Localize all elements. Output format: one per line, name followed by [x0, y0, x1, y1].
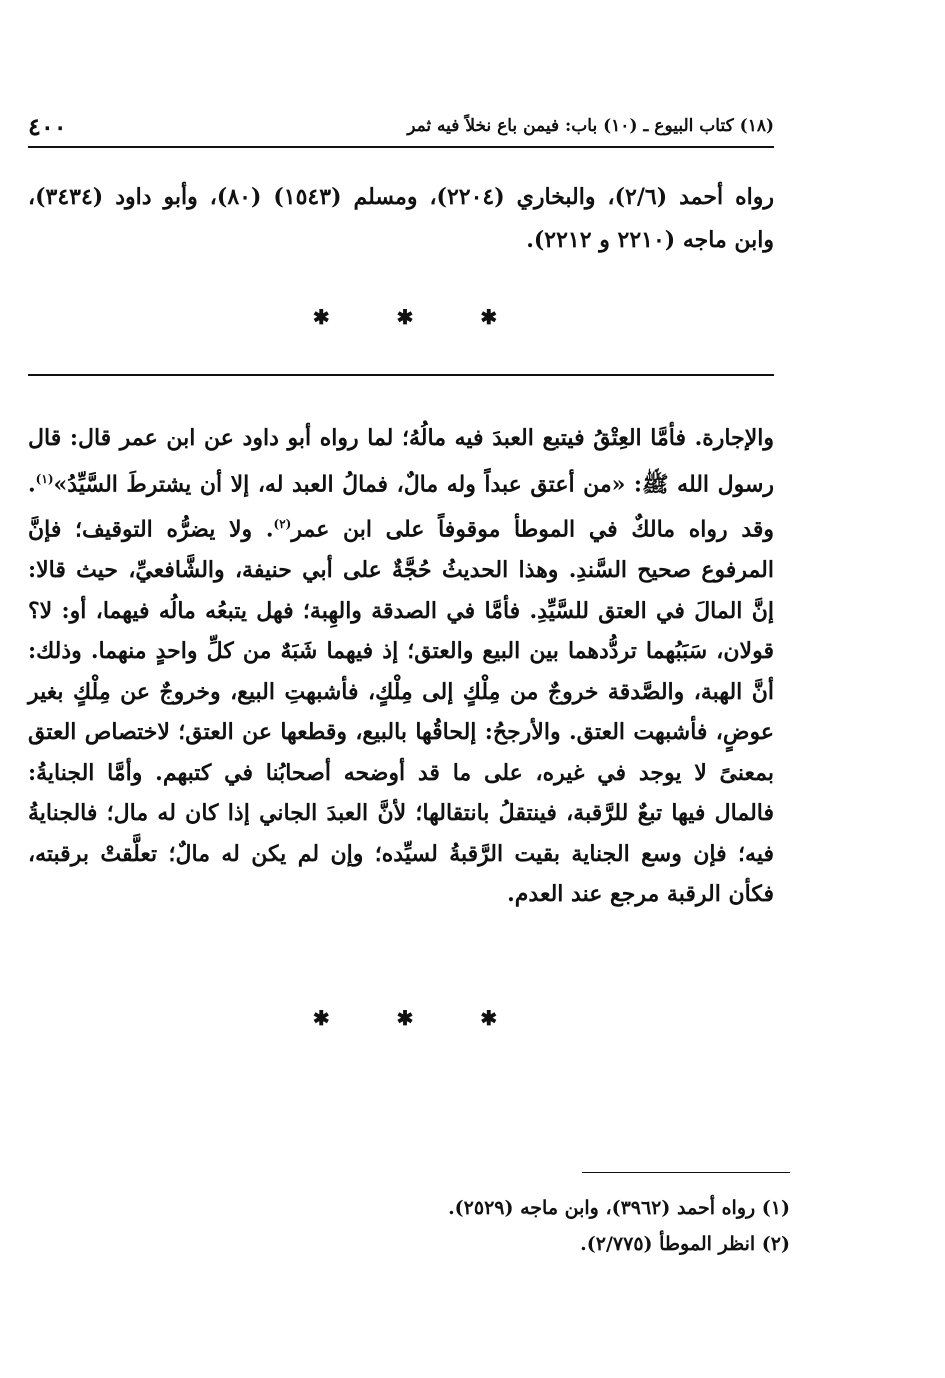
- separator-star: ✱: [480, 305, 498, 329]
- section-separator-top: [0, 305, 810, 329]
- separator-star: ✱: [396, 305, 414, 329]
- footnote-1: (١) رواه أحمد (٣٩٦٢)، وابن ماجه (٢٥٢٩).: [448, 1197, 790, 1219]
- footnote-2: (٢) انظر الموطأ (٢/٧٧٥).: [580, 1233, 790, 1255]
- commentary-paragraph: [28, 418, 774, 915]
- separator-star: ✱: [312, 1006, 330, 1030]
- running-title: (١٨) كتاب البيوع ـ (١٠) باب: فيمن باع نخلاً فيه ثمر: [407, 116, 774, 136]
- footnote-ref-1: (١): [35, 471, 54, 486]
- commentary-text-2: . وقد رواه مالكٌ في الموطأ موقوفاً على ابن عمر: [28, 470, 775, 543]
- footnote-ref-2: (٢): [273, 517, 292, 532]
- footnote-divider: [582, 1172, 790, 1173]
- footnotes: [448, 1190, 790, 1262]
- separator-star: ✱: [312, 305, 330, 329]
- page-number: ٤٠٠: [28, 112, 67, 141]
- commentary-text-3: . ولا يضرُّه التوقيف؛ فإنَّ المرفوع صحيح السَّندِ. وهذا الحديثُ حُجَّةٌ على أبي حنيفة، والشَّافعيِّ، حيث قالا: إنَّ المالَ في العتق للسَّيِّدِ. فأمَّا في الصدقة والهِبة؛ فهل يتبعُه مالُه فيهما، أو: لا؟ قولان، سَبَبُهما تردُّدهما بين البيع والعتق؛ إذ فيهما شَبَهٌ من كلِّ واحدٍ منهما. وذلك: أنَّ الهبة، والصَّدقة خروجٌ من مِلْكٍ إلى مِلْكٍ، فأشبهتِ البيع، وخروجٌ عن مِلْكٍ بغير عوضٍ، فأشبهت العتق. والأرجحُ: إلحاقُها بالبيع، وقطعها عن العتق؛ لاختصاص العتق بمعنىً لا يوجد في غيره، على ما قد أوضحه أصحابُنا في كتبهم. وأمَّا الجنايةُ: فالمال فيها تبعٌ للرَّقبة، فينتقلُ بانتقالها؛ لأنَّ العبدَ الجاني إذا كان له مال؛ فالجنايةُ فيه؛ فإن وسع الجناية بقيت الرَّقبةُ لسيِّده؛ وإن لم يكن له مالٌ؛ تعلَّقتْ برقبته، فكأن الرقبة مرجع عند العدم.: [28, 516, 774, 908]
- separator-star: ✱: [396, 1006, 414, 1030]
- hadith-source-paragraph: رواه أحمد (٢/٦)، والبخاري (٢٢٠٤)، ومسلم (١٥٤٣) (٨٠)، وأبو داود (٣٤٣٤)، وابن ماجه (٢٢١٠ و ٢٢١٢).: [28, 184, 775, 253]
- commentary-text-1: والإجارة. فأمَّا العِتْقُ فيتبع العبدَ فيه مالُهُ؛ لما رواه أبو داود عن ابن عمر قال: قال رسول الله ﷺ: «من أعتق عبداً وله مالٌ، فمالُ العبد له، إلا أن يشترطَ السَّيِّدُ»: [28, 425, 774, 497]
- separator-star: ✱: [480, 1006, 498, 1030]
- commentary-divider: [28, 374, 774, 376]
- page-header: [28, 106, 774, 148]
- section-separator-bottom: [0, 1006, 810, 1030]
